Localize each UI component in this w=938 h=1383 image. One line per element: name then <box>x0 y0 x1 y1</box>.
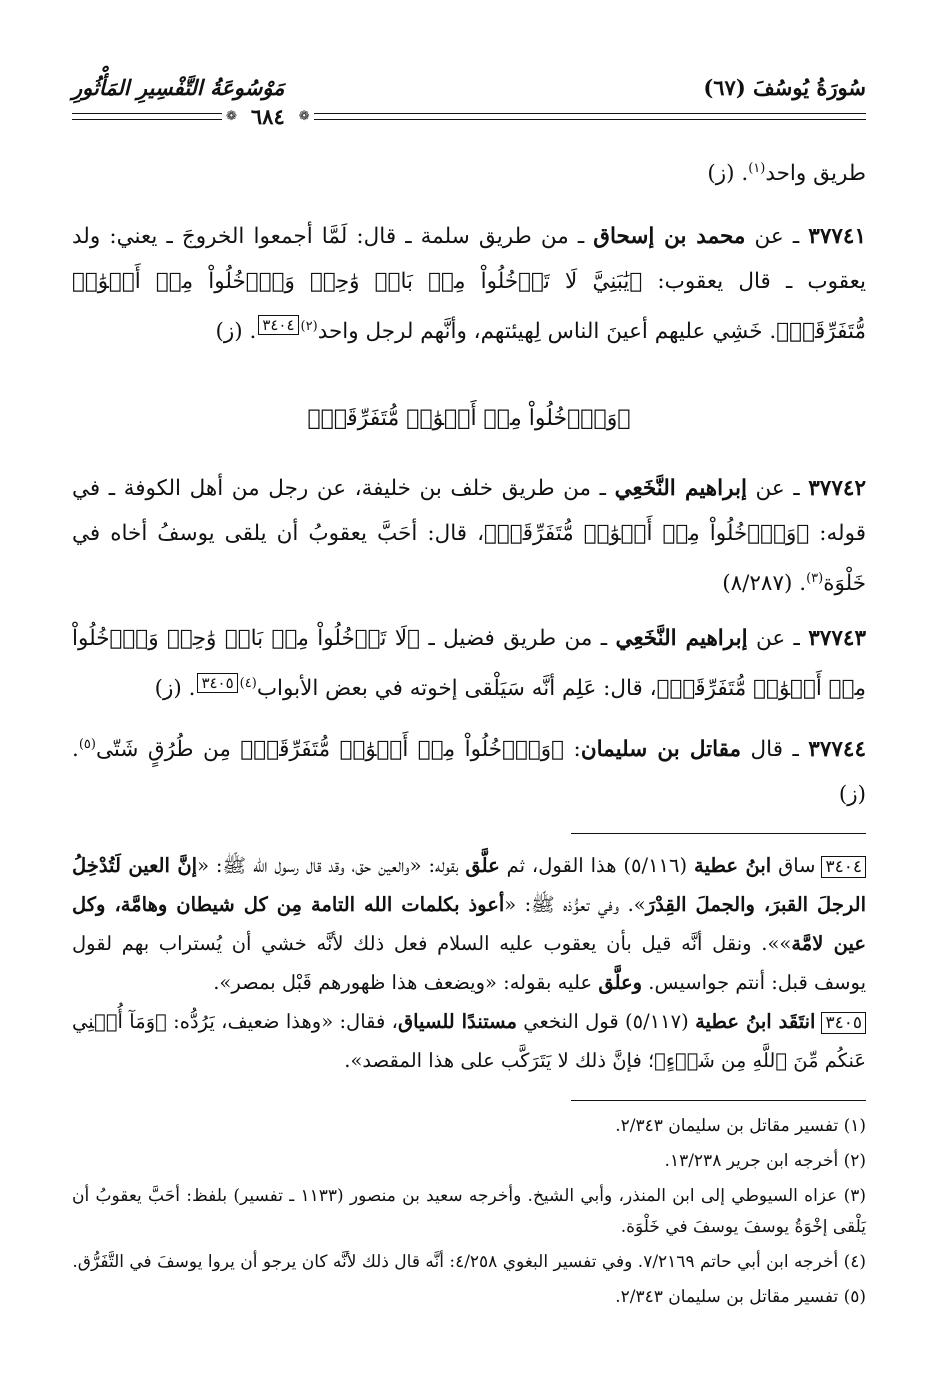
commentary-box: ٣٤٠٥ <box>821 1012 866 1034</box>
commentary-3404: ٣٤٠٤ساق ابنُ عطية (٥/١١٦) هذا القول، ثم علَّق بقوله: «والعين حق، وقد قال رسول الله ﷺ: «إنَّ العين لَتُدْخِلُ الرجلَ القبرَ، والجملَ القِدْرَ». وفي تعوُّذه ﷺ: «أعوذ بكلمات الله التامة مِن كل شيطان وهامَّة، وكل عين لامَّة»». ونقل أنَّه قيل بأن يعقوب عليه السلام فعل ذلك لأنَّه خشي أن يُستراب بهم لقول يوسف قبل: أنتم جواسيس. وعلَّق عليه بقوله: «ويضعف هذا ظهورهم قَبْل بمصر». <box>72 853 866 994</box>
commentary-ref-box[interactable]: ٣٤٠٤ <box>258 315 298 335</box>
report-37741: ٣٧٧٤١ ـ عن محمد بن إسحاق ـ من طريق سلمة ـ قال: لَمَّا أجمعوا الخروجَ ـ يعني: ولد يعقوب ـ قال يعقوب: ﴿يَٰبَنِيَّ لَا تَدۡخُلُواْ مِنۢ بَابٖ وَٰحِدٖ وَٱدۡخُلُواْ مِنۡ أَبۡوَٰبٖ مُّتَفَرِّقَةٖ﴾. خَشِي عليهم أعينَ الناس لِهيئتهم، وأنَّهم لرجل واحد$^{(٢)}$٣٤٠٤. (ز) <box>72 224 867 345</box>
footnote-1: (١) تفسير مقاتل بن سليمان ٢/٣٤٣. <box>615 1115 866 1136</box>
book-title: مَوْسُوعَةُ التَّفْسِيرِ المَأْثُورِ <box>72 74 285 100</box>
header-rule-line-right <box>314 113 866 120</box>
header-rule <box>72 104 866 128</box>
report-37743: ٣٧٧٤٣ ـ عن إبراهيم النَّخَعِي ـ من طريق فضيل ـ ﴿لَا تَدۡخُلُواْ مِنۢ بَابٖ وَٰحِدٖ وَٱدۡخُلُواْ مِنۡ أَبۡوَٰبٖ مُّتَفَرِّقَةٖ﴾، قال: عَلِم أنَّه سَيَلْقى إخوته في بعض الأبواب$^{(٤)}$٣٤٠٥. (ز) <box>72 626 866 702</box>
narrator-name: إبراهيم النَّخَعِي <box>614 476 747 502</box>
narrator-name: إبراهيم النَّخَعِي <box>615 626 748 652</box>
surah-title: سُورَةُ يُوسُفَ (٦٧) <box>703 74 866 100</box>
main-text <box>72 146 866 817</box>
commentary-ref-box[interactable]: ٣٤٠٥ <box>197 673 237 693</box>
commentary-3405: ٣٤٠٥انتَقَد ابنُ عطية (٥/١١٧) قول النخعي مستندًا للسياق، فقال: «وهذا ضعيف، يَرُدُّه: ﴿وَمَآ أُغۡنِي عَنكُم مِّنَ ٱللَّهِ مِن شَيۡءٍ﴾؛ فإنَّ ذلك لا يَتَرَكَّب على هذا المقصد». <box>72 1009 866 1072</box>
footnotes-separator <box>571 1100 866 1101</box>
intro-line: طريق واحد$^{(١)}$. (ز) <box>707 161 866 187</box>
footnote-ref[interactable]: (٥) <box>78 736 96 752</box>
footnote-5: (٥) تفسير مقاتل بن سليمان ٢/٣٤٣. <box>615 1286 866 1307</box>
report-number: ٣٧٧٤١ <box>808 224 867 250</box>
narrator-name: محمد بن إسحاق <box>593 224 746 250</box>
header-rule-line-left <box>72 113 222 120</box>
footnote-4: (٤) أخرجه ابن أبي حاتم ٧/٢١٦٩. وفي تفسير البغوي ٤/٢٥٨: أنَّه قال ذلك لأنَّه كان يرجو أن يروا يوسفَ في التَّفَرُّق. <box>72 1251 866 1272</box>
commentary-notes <box>72 846 866 1080</box>
footnote-2: (٢) أخرجه ابن جرير ١٣/٢٣٨. <box>664 1150 866 1171</box>
footnote-3: (٣) عزاه السيوطي إلى ابن المنذر، وأبي الشيخ. وأخرجه سعيد بن منصور (١١٣٣ ـ تفسير) بلفظ: أحَبَّ يعقوبُ أن يَلْقى إخْوَةُ يوسفَ يوسفَ في خَلْوَة. <box>72 1185 866 1237</box>
report-37744: ٣٧٧٤٤ ـ قال مقاتل بن سليمان: ﴿وَٱدۡخُلُواْ مِنۡ أَبۡوَٰبٖ مُّتَفَرِّقَةٖ﴾ مِن طُرُقٍ شَتّى$^{(٥)}$. (ز) <box>72 736 867 807</box>
footnote-ref[interactable]: (٣) <box>806 571 824 587</box>
footnote-ref[interactable]: (٤) <box>239 676 257 692</box>
commentary-separator <box>571 833 866 834</box>
page-number: ٦٨٤ <box>250 103 285 129</box>
commentary-box: ٣٤٠٤ <box>821 856 866 878</box>
report-number: ٣٧٧٤٣ <box>808 626 866 652</box>
report-number: ٣٧٧٤٢ <box>808 476 866 502</box>
footnote-ref[interactable]: (٢) <box>300 319 318 335</box>
footnote-ref[interactable]: (١) <box>748 161 766 176</box>
running-header <box>72 70 866 104</box>
page <box>72 70 866 1363</box>
verse-heading: ﴿وَٱدۡخُلُواْ مِنۡ أَبۡوَٰبٖ مُّتَفَرِّقَةٖ﴾ <box>307 406 631 432</box>
narrator-name: مقاتل بن سليمان <box>580 736 742 762</box>
footnotes <box>72 1111 866 1313</box>
report-number: ٣٧٧٤٤ <box>808 736 867 762</box>
report-37742: ٣٧٧٤٢ ـ عن إبراهيم النَّخَعِي ـ من طريق خلف بن خليفة، عن رجل من أهل الكوفة ـ في قوله: ﴿وَٱدۡخُلُواْ مِنۡ أَبۡوَٰبٖ مُّتَفَرِّقَةٖ﴾، قال: أحَبَّ يعقوبُ أن يلقى يوسفُ أخاه في خَلْوَة$^{(٣)}$. (٨/٢٨٧) <box>72 476 866 597</box>
ornament-icon: ❁ <box>298 108 310 124</box>
ornament-icon: ❁ <box>226 108 237 124</box>
